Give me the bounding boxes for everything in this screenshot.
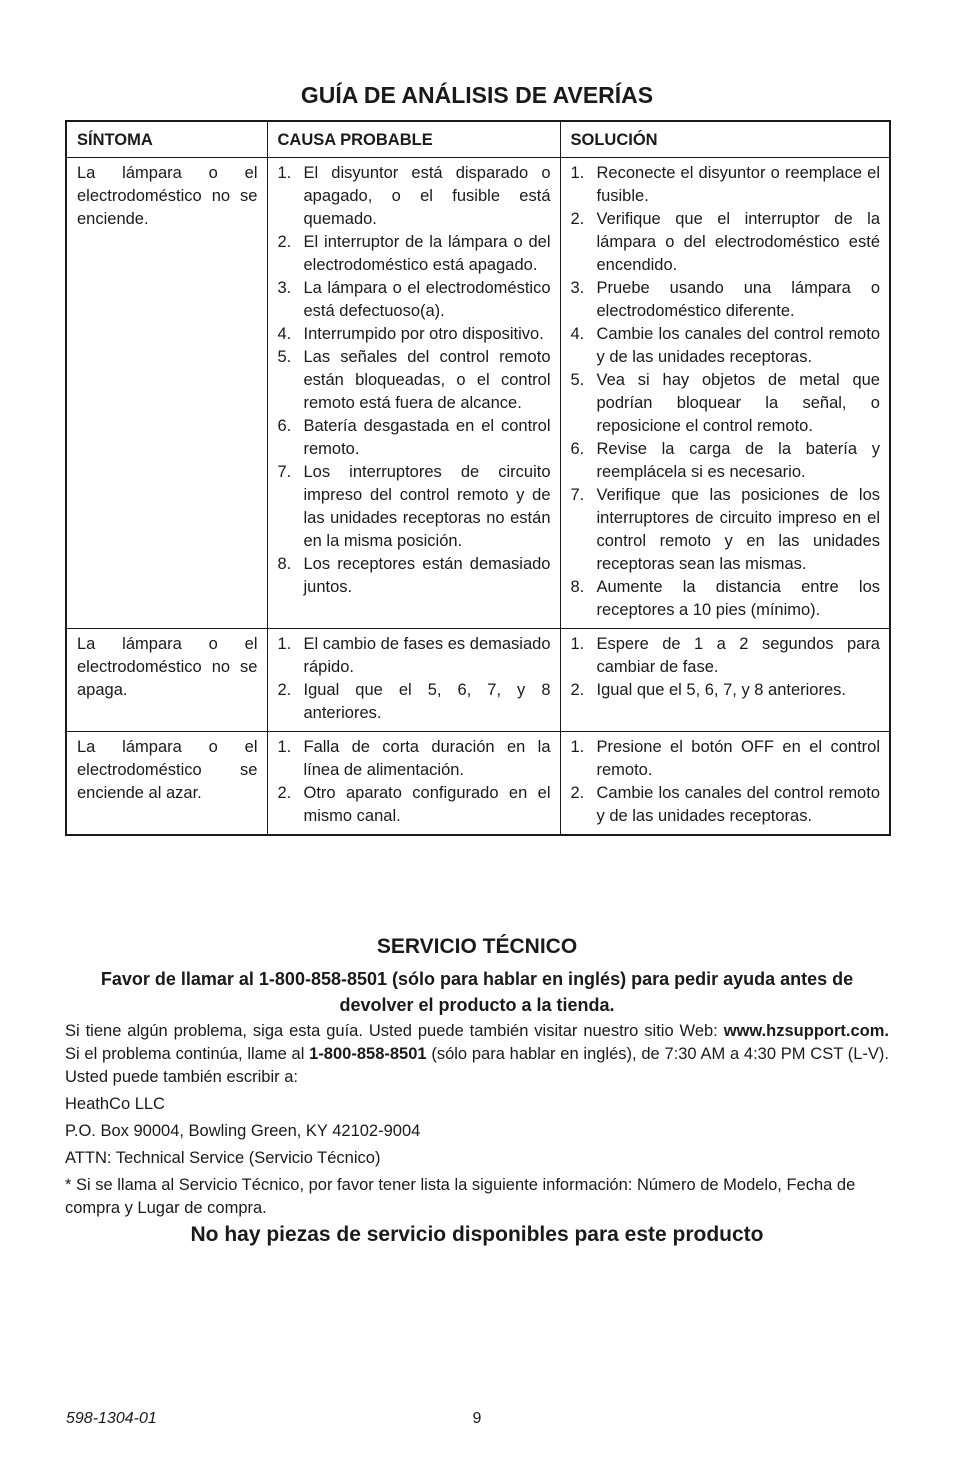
list-item	[278, 323, 551, 346]
list-item	[278, 461, 551, 553]
cause-list	[278, 633, 551, 725]
list-item	[571, 736, 881, 782]
list-item	[278, 231, 551, 277]
item-text: Cambie los canales del control remoto y de las unidades receptoras.	[596, 325, 880, 366]
solution-list	[571, 736, 881, 828]
item-number: 1.	[570, 164, 585, 182]
solution-cell	[560, 629, 890, 732]
cause-list	[278, 736, 551, 828]
list-item	[571, 369, 881, 438]
list-item	[278, 277, 551, 323]
list-item	[571, 782, 881, 828]
symptom-cell: La lámpara o el electrodoméstico se enciende al azar.	[66, 732, 267, 836]
item-number: 3.	[277, 279, 292, 297]
list-item	[278, 162, 551, 231]
service-text-c: (sólo para hablar en inglés), de 7:30 AM a 4:30 PM CST (L-V). Usted puede también escribir a:	[65, 1045, 890, 1086]
item-number: 7.	[570, 486, 585, 504]
item-number: 5.	[277, 348, 292, 366]
item-number: 1.	[277, 635, 292, 653]
solution-cell	[560, 158, 890, 629]
cause-cell	[267, 158, 560, 629]
item-number: 4.	[570, 325, 585, 343]
item-number: 8.	[277, 555, 292, 573]
table-row	[66, 732, 890, 836]
list-item	[571, 323, 881, 369]
item-text: El disyuntor está disparado o apagado, o el fusible está quemado.	[303, 164, 551, 228]
item-number: 8.	[570, 578, 585, 596]
table-row	[66, 158, 890, 629]
item-number: 1.	[277, 738, 292, 756]
symptom-cell: La lámpara o el electrodoméstico no se enciende.	[66, 158, 267, 629]
list-item	[571, 162, 881, 208]
cause-cell	[267, 732, 560, 836]
solution-list	[571, 633, 881, 702]
item-number: 4.	[277, 325, 292, 343]
no-parts-notice: No hay piezas de servicio disponibles para este producto	[190, 1223, 764, 1246]
list-item	[571, 484, 881, 576]
item-number: 2.	[277, 681, 292, 699]
item-text: Reconecte el disyuntor o reemplace el fusible.	[596, 164, 880, 205]
item-number: 5.	[570, 371, 585, 389]
item-number: 1.	[570, 635, 585, 653]
item-text: Verifique que el interruptor de la lámpara o del electrodoméstico esté encendido.	[596, 210, 880, 274]
service-text-a: Si tiene algún problema, siga esta guía. Usted puede también visitar nuestro sitio Web:	[65, 1022, 724, 1040]
service-note: * Si se llama al Servicio Técnico, por favor tener lista la siguiente información: Número de Modelo, Fecha de compra y Lugar de compra.	[65, 1176, 856, 1217]
item-number: 3.	[570, 279, 585, 297]
header-solution: SOLUCIÓN	[560, 121, 890, 158]
service-text-b: Si el problema continúa, llame al	[65, 1045, 310, 1063]
item-number: 2.	[277, 233, 292, 251]
list-item	[278, 782, 551, 828]
address-company: HeathCo LLC	[65, 1095, 165, 1113]
solution-list	[571, 162, 881, 622]
solution-cell	[560, 732, 890, 836]
item-number: 1.	[277, 164, 292, 182]
item-text: Presione el botón OFF en el control remoto.	[596, 738, 880, 779]
list-item	[571, 576, 881, 622]
service-title: SERVICIO TÉCNICO	[376, 935, 578, 958]
item-number: 7.	[277, 463, 292, 481]
website-link[interactable]: www.hzsupport.com.	[723, 1022, 889, 1040]
item-text: El interruptor de la lámpara o del electrodoméstico está apagado.	[303, 233, 551, 274]
page-number: 9	[472, 1410, 482, 1427]
item-text: Falla de corta duración en la línea de alimentación.	[303, 738, 551, 779]
item-text: Batería desgastada en el control remoto.	[303, 417, 551, 458]
item-number: 2.	[570, 784, 585, 802]
item-number: 2.	[570, 681, 585, 699]
address-po-box: P.O. Box 90004, Bowling Green, KY 42102-9004	[65, 1122, 421, 1140]
list-item	[571, 438, 881, 484]
item-number: 1.	[570, 738, 585, 756]
table-body	[66, 158, 890, 836]
service-paragraph	[65, 1020, 889, 1089]
cause-cell	[267, 629, 560, 732]
list-item	[571, 208, 881, 277]
list-item	[571, 679, 881, 702]
item-number: 2.	[277, 784, 292, 802]
item-text: Espere de 1 a 2 segundos para cambiar de fase.	[596, 635, 880, 676]
address-attn: ATTN: Technical Service (Servicio Técnico)	[65, 1149, 381, 1167]
call-notice: Favor de llamar al 1-800-858-8501 (sólo para hablar en inglés) para pedir ayuda antes de devolver el producto a la tienda.	[100, 969, 854, 1015]
list-item	[278, 346, 551, 415]
item-text: Los receptores están demasiado juntos.	[303, 555, 551, 596]
phone-number: 1-800-858-8501	[309, 1045, 427, 1063]
item-text: Igual que el 5, 6, 7, y 8 anteriores.	[596, 681, 846, 699]
list-item	[278, 736, 551, 782]
item-number: 6.	[570, 440, 585, 458]
header-cause: CAUSA PROBABLE	[267, 121, 560, 158]
item-text: Cambie los canales del control remoto y de las unidades receptoras.	[596, 784, 880, 825]
item-text: Vea si hay objetos de metal que podrían bloquear la señal, o reposicione el control remoto.	[596, 371, 880, 435]
item-text: Los interruptores de circuito impreso del control remoto y de las unidades receptoras no están en la misma posición.	[303, 463, 551, 550]
item-text: Igual que el 5, 6, 7, y 8 anteriores.	[303, 681, 551, 722]
list-item	[571, 633, 881, 679]
item-number: 2.	[570, 210, 585, 228]
cause-list	[278, 162, 551, 599]
item-text: Verifique que las posiciones de los interruptores de circuito impreso en el control remoto y en las unidades receptoras sean las mismas.	[596, 486, 880, 573]
item-number: 6.	[277, 417, 292, 435]
list-item	[278, 553, 551, 599]
troubleshooting-table	[65, 120, 891, 836]
service-body	[65, 1020, 889, 1224]
document-code: 598-1304-01	[66, 1410, 157, 1427]
item-text: Aumente la distancia entre los receptores a 10 pies (mínimo).	[596, 578, 880, 619]
list-item	[278, 679, 551, 725]
item-text: El cambio de fases es demasiado rápido.	[303, 635, 551, 676]
list-item	[571, 277, 881, 323]
item-text: Las señales del control remoto están bloqueadas, o el control remoto está fuera de alcance.	[303, 348, 551, 412]
list-item	[278, 415, 551, 461]
item-text: La lámpara o el electrodoméstico está defectuoso(a).	[303, 279, 551, 320]
page-title: GUÍA DE ANÁLISIS DE AVERÍAS	[300, 82, 654, 108]
list-item	[278, 633, 551, 679]
item-text: Otro aparato configurado en el mismo canal.	[303, 784, 551, 825]
symptom-cell: La lámpara o el electrodoméstico no se apaga.	[66, 629, 267, 732]
header-symptom: SÍNTOMA	[66, 121, 267, 158]
table-header-row	[66, 121, 890, 158]
item-text: Interrumpido por otro dispositivo.	[303, 325, 544, 343]
table-row	[66, 629, 890, 732]
item-text: Revise la carga de la batería y reemplácela si es necesario.	[596, 440, 880, 481]
item-text: Pruebe usando una lámpara o electrodoméstico diferente.	[596, 279, 880, 320]
